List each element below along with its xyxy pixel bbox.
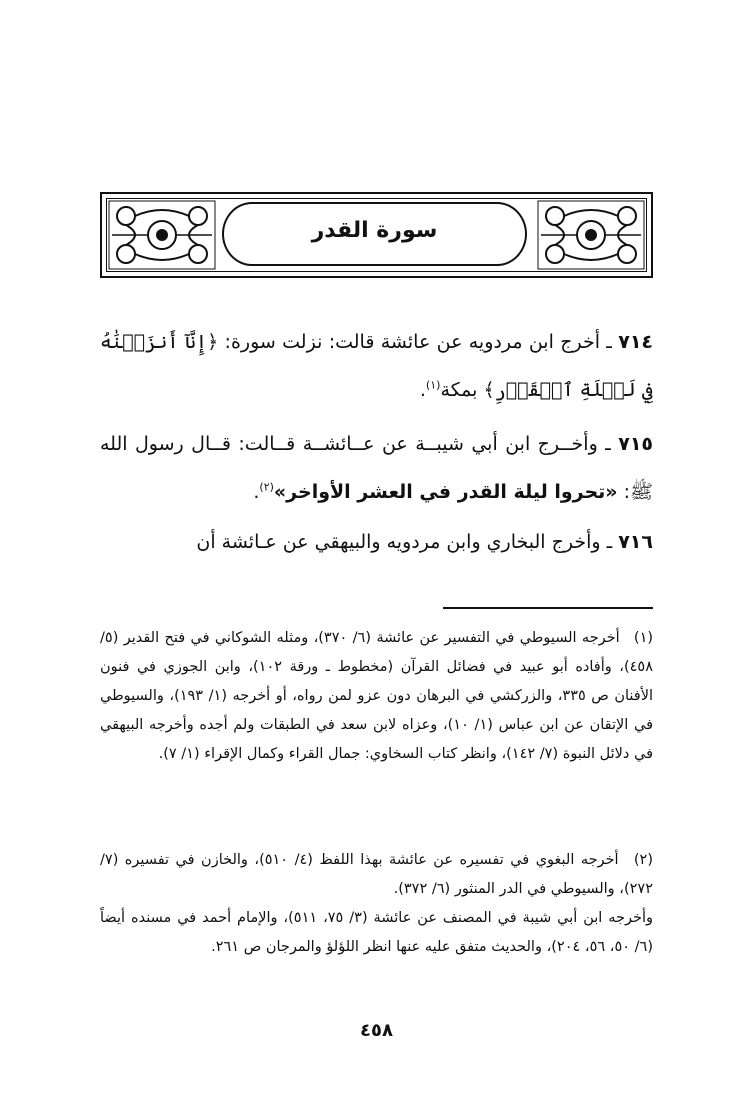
hadith-quote: «تحروا ليلة القدر في العشر الأواخر» xyxy=(273,481,618,503)
quran-verse: ﴿إِنَّآ أَنزَلۡنَٰهُ فِي لَيۡلَةِ ٱلۡقَدۡرِ﴾ xyxy=(100,331,653,401)
footnote-number: (٢) xyxy=(633,852,654,868)
surah-header-frame xyxy=(100,192,653,278)
hadith-text: ـ وأخــرج ابن أبي شيبــة عن عــائشــة قــالت: قــال رسول الله ﷺ: xyxy=(100,433,653,503)
hadith-text: ـ وأخرج البخاري وابن مردويه والبيهقي عن عـائشة أن xyxy=(196,531,613,553)
arabesque-ornament-icon xyxy=(108,200,216,270)
surah-title: سورة القدر xyxy=(311,218,438,243)
footnote xyxy=(100,624,653,769)
hadith-text: ـ أخرج ابن مردويه عن عائشة قالت: نزلت سورة: xyxy=(224,331,612,353)
footnote-number: (١) xyxy=(633,630,654,646)
footnote-ref[interactable]: (٢) xyxy=(259,480,274,494)
arabesque-ornament-icon xyxy=(537,200,645,270)
footnote-text: أخرجه البغوي في تفسيره عن عائشة بهذا اللفظ (٤/ ٥١٠)، والخازن في تفسيره (٧/ ٢٧٢)، والسيوطي في الدر المنثور (٦/ ٣٧٢). xyxy=(100,852,653,897)
hadith-end: . xyxy=(253,481,260,503)
page-number: ٤٥٨ xyxy=(360,1020,393,1041)
footnote-separator xyxy=(443,607,653,609)
footnote-text: أخرجه السيوطي في التفسير عن عائشة (٦/ ٣٧٠)، ومثله الشوكاني في فتح القدير (٥/ ٤٥٨)، وأفاده أبو عبيد في فضائل القرآن (مخطوط ـ ورقة ١٠٢)، وابن الجوزي في فنون الأفنان ص ٣٣٥، والزركشي في البرهان دون عزو لمن رواه، أو أخرجه (١/ ١٩٣)، والسيوطي في الإتقان عن ابن عباس (١/ ١٠)، وعزاه لابن سعد في الطبقات ولم أجده وأخرجه البيهقي في دلائل النبوة (٧/ ١٤٢)، وانظر كتاب السخاوي: جمال القراء وكمال الإقراء (١/ ٧). xyxy=(100,630,654,762)
footnote-continuation xyxy=(100,904,653,962)
hadith-number: ٧١٥ xyxy=(618,433,654,455)
footnote xyxy=(100,846,653,904)
hadith-paragraph xyxy=(100,318,653,414)
hadith-paragraph xyxy=(100,518,653,566)
footnote-text: وأخرجه ابن أبي شيبة في المصنف عن عائشة (٣/ ٧٥، ٥١١)، والإمام أحمد في مسنده أيضاً (٦/ ٥٠، ٥٦، ٢٠٤)، والحديث متفق عليه عنها انظر اللؤلؤ والمرجان ص ٢٦١. xyxy=(100,910,653,955)
hadith-number: ٧١٦ xyxy=(618,531,653,553)
hadith-text-tail: بمكة xyxy=(440,379,478,401)
hadith-end: . xyxy=(419,379,426,401)
hadith-number: ٧١٤ xyxy=(618,331,654,353)
footnote-ref[interactable]: (١) xyxy=(425,378,441,392)
surah-title-cartouche xyxy=(222,202,527,266)
hadith-paragraph xyxy=(100,420,653,516)
